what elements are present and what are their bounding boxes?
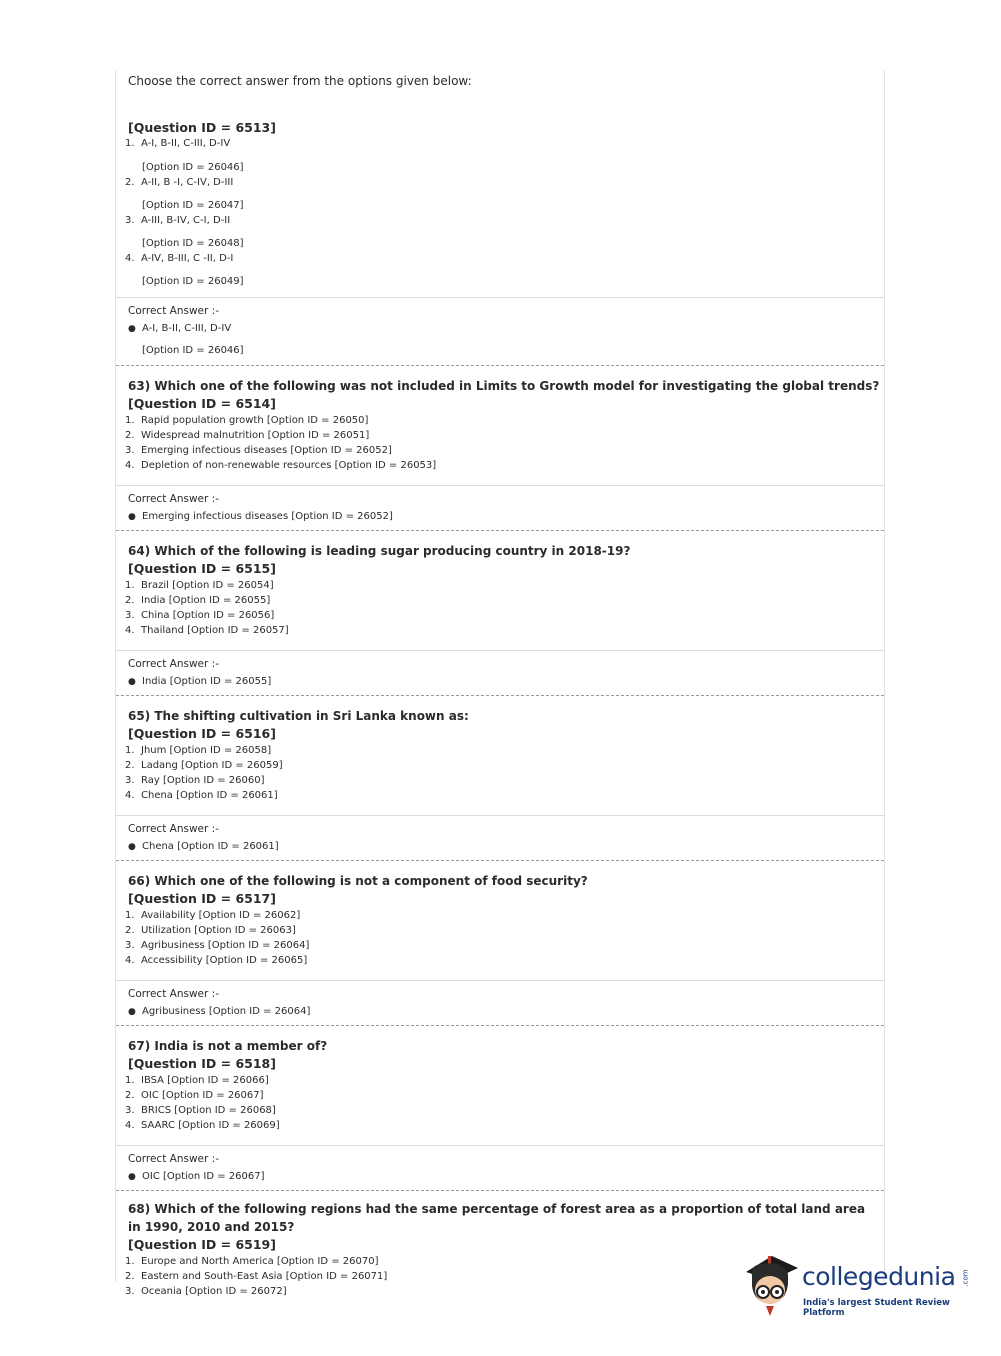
- correct-answer-value: ● Emerging infectious diseases [Option ID = 26052]: [116, 509, 884, 525]
- option-item: 4. Chena [Option ID = 26061]: [125, 790, 278, 801]
- question-body: [116, 1026, 884, 1133]
- option-item: 2. A-II, B -I, C-IV, D-III: [125, 177, 234, 188]
- option-list: [125, 578, 884, 638]
- option-item: 4. Accessibility [Option ID = 26065]: [125, 955, 308, 966]
- option-item: 1. Availability [Option ID = 26062]: [125, 910, 301, 921]
- option-item: 3. BRICS [Option ID = 26068]: [125, 1105, 276, 1116]
- correct-answer-label: Correct Answer :-: [128, 493, 219, 505]
- question-title: 68) Which of the following regions had the same percentage of forest area as a proportion of total land area in 1990, 2010 and 2015?: [128, 1202, 866, 1234]
- option-id: [Option ID = 26048]: [142, 238, 244, 249]
- question-body: [116, 531, 884, 638]
- option-item: 4. Depletion of non-renewable resources [Option ID = 26053]: [125, 460, 437, 471]
- bullet-icon: ●: [128, 1172, 136, 1182]
- option-list: [125, 908, 884, 968]
- option-item: 3. Ray [Option ID = 26060]: [125, 775, 265, 786]
- option-item: 1. IBSA [Option ID = 26066]: [125, 1075, 269, 1086]
- option-item: 2. India [Option ID = 26055]: [125, 595, 271, 606]
- correct-answer-value: ● India [Option ID = 26055]: [116, 674, 884, 690]
- logo-tagline: India's largest Student Review Platform: [803, 1298, 950, 1318]
- collegedunia-logo[interactable]: [742, 1250, 972, 1320]
- logo-wordmark: collegedunia: [802, 1262, 956, 1291]
- bullet-icon: ●: [128, 842, 136, 852]
- option-item: 1. A-I, B-II, C-III, D-IV: [125, 138, 231, 149]
- option-item: 1. Jhum [Option ID = 26058]: [125, 745, 272, 756]
- option-id: [Option ID = 26047]: [142, 200, 244, 211]
- question-block: [116, 696, 884, 861]
- correct-answer-section: [116, 486, 884, 525]
- question-title: 66) Which one of the following is not a component of food security?: [128, 874, 588, 888]
- question-block: [116, 366, 884, 531]
- option-item: 1. Rapid population growth [Option ID = 26050]: [125, 415, 369, 426]
- option-item: 2. OIC [Option ID = 26067]: [125, 1090, 264, 1101]
- option-item: 4. SAARC [Option ID = 26069]: [125, 1120, 280, 1131]
- correct-answer-label: Correct Answer :-: [128, 823, 219, 835]
- question-id: [Question ID = 6514]: [128, 396, 276, 411]
- option-list: [125, 743, 884, 803]
- question-id: [Question ID = 6515]: [128, 561, 276, 576]
- option-item: 2. Eastern and South-East Asia [Option ID = 26071]: [125, 1271, 388, 1282]
- question-body: [116, 861, 884, 968]
- option-item: 1. Europe and North America [Option ID = 26070]: [125, 1256, 379, 1267]
- correct-answer-label: Correct Answer :-: [128, 1153, 219, 1165]
- correct-answer-label: Correct Answer :-: [128, 658, 219, 670]
- option-id: [Option ID = 26046]: [142, 162, 244, 173]
- correct-answer-label: Correct Answer :-: [128, 988, 219, 1000]
- option-item: 3. China [Option ID = 26056]: [125, 610, 275, 621]
- bullet-icon: ●: [128, 677, 136, 687]
- correct-answer-option-id: [Option ID = 26046]: [142, 345, 244, 356]
- question-id: [Question ID = 6517]: [128, 891, 276, 906]
- question-title: 63) Which one of the following was not included in Limits to Growth model for investigating the global trends?: [128, 379, 880, 393]
- option-list: [125, 136, 884, 289]
- questions-container: [116, 366, 884, 1191]
- logo-com: .com: [961, 1269, 970, 1287]
- question-title: 67) India is not a member of?: [128, 1039, 328, 1053]
- option-id: [Option ID = 26049]: [142, 276, 244, 287]
- question-block: [116, 531, 884, 696]
- option-item: 2. Ladang [Option ID = 26059]: [125, 760, 283, 771]
- correct-answer-label: Correct Answer :-: [128, 305, 219, 317]
- option-item: 4. Thailand [Option ID = 26057]: [125, 625, 289, 636]
- correct-answer-section: [116, 1146, 884, 1185]
- option-item: 1. Brazil [Option ID = 26054]: [125, 580, 274, 591]
- bullet-icon: ●: [128, 324, 136, 334]
- question-id: [Question ID = 6518]: [128, 1056, 276, 1071]
- option-list: [125, 1073, 884, 1133]
- option-item: 2. Utilization [Option ID = 26063]: [125, 925, 296, 936]
- correct-answer-section: [116, 816, 884, 855]
- question-title: 65) The shifting cultivation in Sri Lanka known as:: [128, 709, 469, 723]
- correct-answer-section: [116, 981, 884, 1020]
- correct-answer-section: [116, 651, 884, 690]
- mascot-icon: [742, 1250, 802, 1320]
- option-item: 2. Widespread malnutrition [Option ID = 26051]: [125, 430, 370, 441]
- question-id: [Question ID = 6516]: [128, 726, 276, 741]
- bullet-icon: ●: [128, 512, 136, 522]
- option-list: [125, 413, 884, 473]
- question-title: 64) Which of the following is leading sugar producing country in 2018-19?: [128, 544, 631, 558]
- bullet-icon: ●: [128, 1007, 136, 1017]
- option-item: 3. Emerging infectious diseases [Option ID = 26052]: [125, 445, 392, 456]
- question-62-tail: [116, 120, 884, 289]
- instruction-text: Choose the correct answer from the options given below:: [128, 74, 472, 88]
- correct-answer-value: ● Chena [Option ID = 26061]: [116, 839, 884, 855]
- question-body: [116, 696, 884, 803]
- correct-answer-section: [116, 298, 884, 359]
- option-item: 3. Oceania [Option ID = 26072]: [125, 1286, 287, 1297]
- question-id: [Question ID = 6513]: [128, 120, 276, 135]
- option-item: 3. Agribusiness [Option ID = 26064]: [125, 940, 310, 951]
- option-item: 4. A-IV, B-III, C -II, D-I: [125, 253, 234, 264]
- option-item: 3. A-III, B-IV, C-I, D-II: [125, 215, 231, 226]
- question-id: [Question ID = 6519]: [128, 1237, 276, 1252]
- correct-answer-value: ● OIC [Option ID = 26067]: [116, 1169, 884, 1185]
- correct-answer-value: ● Agribusiness [Option ID = 26064]: [116, 1004, 884, 1020]
- correct-answer-value: ● A-I, B-II, C-III, D-IV: [116, 321, 884, 337]
- question-block: [116, 1026, 884, 1191]
- question-body: [116, 366, 884, 473]
- question-block: [116, 861, 884, 1026]
